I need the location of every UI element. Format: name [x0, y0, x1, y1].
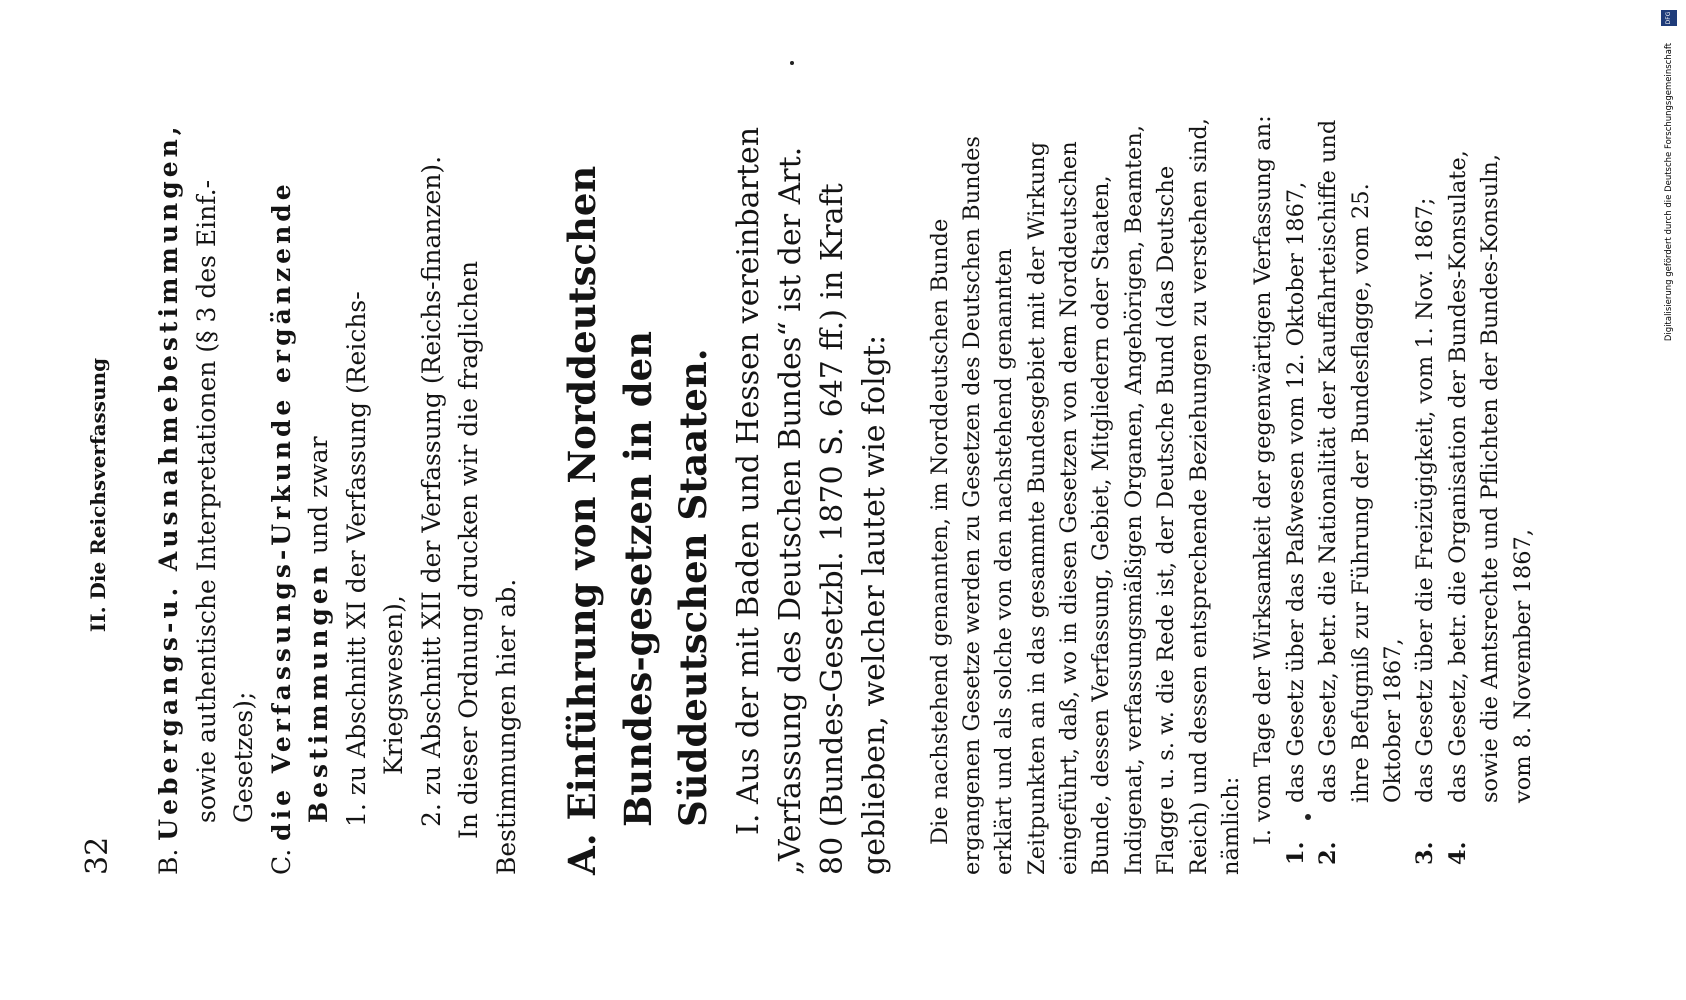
- running-title: II. Die Reichsverfassung: [86, 357, 110, 633]
- section-c-tail: und zwar: [304, 436, 333, 555]
- list-item: [1280, 115, 1312, 875]
- dfg-logo: DFG: [1661, 10, 1677, 26]
- section-c-item-2-num: 2.: [416, 803, 446, 827]
- section-b-line2: sowie authentische Interpretationen (§ 3: [191, 306, 221, 823]
- list-item-text: das Gesetz über das Paßwesen vom 12. Oktober 1867,: [1282, 181, 1309, 803]
- section-c-marker: C.: [266, 848, 296, 875]
- list-item-number: 1.: [1282, 841, 1309, 865]
- digitization-credit: [1658, 12, 1680, 372]
- scan-speck: [1305, 814, 1311, 820]
- section-b-line3: des Einf.-Gesetzes);: [191, 179, 258, 823]
- scan-speck: [790, 61, 794, 65]
- section-b: [150, 115, 263, 875]
- section-heading-a: A. Einführung von Norddeutschen Bundes-gesetzen in den Süddeutschen Staaten.: [560, 165, 715, 875]
- quoted-article-text: Die nachstehend genannten, im Norddeutschen Bunde ergangenen Gesetze werden zu Gesetzen des Deutschen Bundes erklärt und als solche von den nachstehend genannten Zeitpunkten an in das gesammte Bundesgebiet mit der Wirkung eingeführt, daß, wo in diesen Gesetzen von dem Norddeutschen Bunde, dessen Verfassung, Gebiet, Mitgliedern oder Staaten, Indigenat, verfassungsmäßigen Organen, Angehörigen, Beamten, Flagge u. s. w. die Rede ist, der Deutsche Bund (das Deutsche Reich) und dessen entsprechende Beziehungen zu verstehen sind, nämlich:: [926, 118, 1245, 875]
- section-b-marker: B.: [154, 848, 183, 875]
- section-c: [263, 115, 338, 875]
- list-item: [1442, 115, 1539, 875]
- section-c-item-2: [413, 115, 451, 875]
- list-item-text: das Gesetz, betr. die Nationalität der Kauffahrteischiffe und ihre Befugniß zur Führung der Bundesflagge, vom 25. Oktober 1867,: [1315, 119, 1406, 803]
- page-number: 32: [80, 836, 115, 875]
- list-item-number: 3.: [1412, 841, 1439, 865]
- section-c-spaced: die Verfassungs-Urkunde ergänzende Bestimmungen: [266, 180, 333, 841]
- list-item: [1409, 115, 1441, 875]
- section-b-spaced: Uebergangs-u. Ausnahmebestimmungen,: [154, 122, 183, 841]
- running-head: [80, 115, 116, 875]
- list-item-text: das Gesetz, betr. die Organisation der Bundes-Konsulate, sowie die Amtsrechte und Pflichten der Bundes-Konsuln, vom 8. November 1867,: [1444, 150, 1536, 803]
- section-c-item-1: [338, 115, 413, 875]
- list-item-number: 2.: [1315, 841, 1342, 865]
- section-c-item-1-text: zu Abschnitt XI der Verfassung (Reichs-Kriegswesen),: [341, 291, 408, 796]
- paragraph-i: I. Aus der mit Baden und Hessen vereinbarten „Verfassung des Deutschen Bundes“ ist der Art. 80 (Bundes-Gesetzbl. 1870 S. 647 ff.) in Kraft geblieben, welcher lautet wie folgt:: [730, 126, 892, 875]
- section-c-item-2-text: zu Abschnitt XII der Verfassung (Reichs-finanzen).: [416, 155, 446, 796]
- list-item: [1312, 115, 1409, 875]
- section-c-item-1-num: 1.: [341, 803, 371, 827]
- credit-text: Digitalisierung gefördert durch die Deutsche Forschungsgemeinschaft: [1664, 42, 1674, 342]
- order-note: In dieser Ordnung drucken wir die fraglichen Bestimmungen hier ab.: [454, 260, 521, 875]
- list-item-number: 4.: [1444, 841, 1471, 865]
- page-content: [80, 115, 1539, 875]
- list-item-text: das Gesetz über die Freizügigkeit, vom 1. Nov. 1867;: [1412, 197, 1439, 803]
- clause-1: I. vom Tage der Wirksamkeit der gegenwärtigen Verfassung an:: [1250, 115, 1277, 845]
